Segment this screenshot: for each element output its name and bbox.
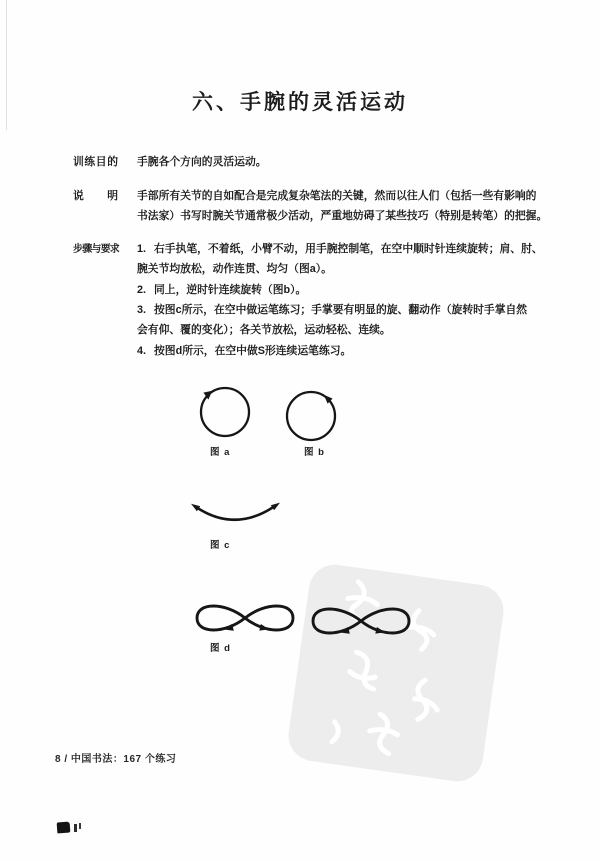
seal-glyph [367,713,400,755]
step-text: 按图d所示，在空中做S形连续运笔练习。 [154,344,352,357]
figure-d-eight [197,606,293,630]
wrist-exercise-diagrams [150,375,520,675]
explanation-label: 说明 [73,190,118,202]
figure-c-label: 图 c [210,540,231,551]
ink-tick-mark [79,823,81,829]
step-text: 按图c所示，在空中做运笔练习；手掌要有明显的旋、翻动作（旋转时手掌自然 [154,304,528,316]
step-text: 同上，逆时针连续旋转（图b）。 [154,283,307,296]
explanation-line: 书法家）书写时腕关节通常极少活动，严重地妨碍了某些技巧（特别是转笔）的把握。 [137,210,548,222]
figure-c-arc [196,506,275,520]
step-number: 3. [137,304,147,316]
page-footer: 8 / 中国书法：167 个练习 [55,754,177,765]
seal-glyph [412,679,441,722]
step-text: 右手执笔，不着纸，小臂不动，用手腕控制笔，在空中顺时针连续旋转；肩、肘、 [154,243,543,255]
figure-a-label: 图 a [210,447,231,458]
step-item-line: 腕关节均放松，动作连贯、均匀（图a）。 [137,263,332,275]
step-item-line: 会有仰、覆的变化）；各关节放松，运动轻松、连续。 [137,324,391,336]
figure-b-label: 图 b [304,447,325,458]
step-item-line [137,243,543,256]
step-number: 4. [137,344,147,357]
figure-d2-eight [313,609,409,633]
step-item-line [137,345,351,358]
step-number: 2. [137,283,147,296]
steps-label: 步骤与要求 [73,244,119,255]
ink-smudge-mark [57,822,71,834]
figure-d-label: 图 d [210,643,231,654]
step-item-line [137,284,306,297]
purpose-label: 训练目的 [73,156,118,168]
step-number: 1. [137,243,147,255]
seal-glyph [332,722,340,743]
ink-tick-mark [74,824,77,832]
page-title: 六、手腕的灵活运动 [192,91,408,114]
step-item-line [137,304,527,317]
purpose-content: 手腕各个方向的灵活运动。 [137,156,267,168]
explanation-line: 手部所有关节的自如配合是完成复杂笔法的关键，然而以往人们（包括一些有影响的 [137,190,537,202]
